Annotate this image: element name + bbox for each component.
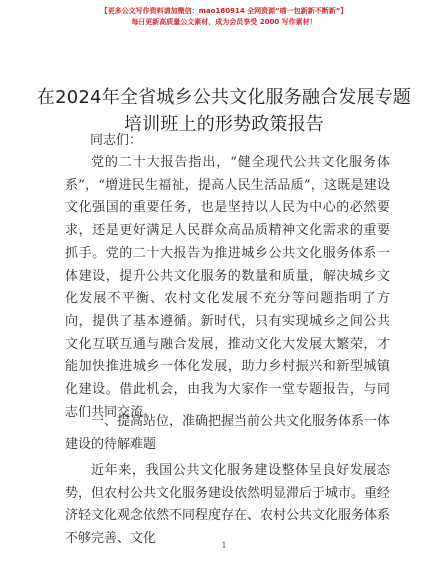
promo-banner-line-2: 每日更新高质量公文素材，成为会员享受 2000 写作素材！	[131, 18, 317, 26]
paragraph-2: 近年来，我国公共文化服务建设整体呈良好发展态势，但农村公共文化服务建设依然明显滞后于城市。重经济轻文化观念依然不同程度存在、农村公共文化服务体系不够完善、文化	[65, 463, 391, 547]
promo-banner	[0, 6, 448, 28]
section-heading-1: 一、提高站位，准确把握当前公共文化服务体系一体建设的待解难题	[65, 414, 391, 452]
page-number: 1	[221, 541, 227, 550]
document-title: 在2024年全省城乡公共文化服务融合发展专题培训班上的形势政策报告	[36, 87, 412, 135]
salutation: 同志们：	[90, 133, 143, 148]
paragraph-1: 党的二十大报告指出，“健全现代公共文化服务体系”，“增进民生福祉，提高人民生活品质”，这既是建设文化强国的重要任务，也是坚持以人民为中心的必然要求，还是更好满足人民群众高品质精神文化需求的重要抓手。党的二十大报告为推进城乡公共文化服务体系一体建设，提升公共文化服务的数量和质量，解决城乡文化发展不平衡、农村文化发展不充分等问题指明了方向，提供了基本遵循。新时代，只有实现城乡之间公共文化互联互通与融合发展，推动文化大发展大繁荣，才能加快推进城乡一体化发展，助力乡村振兴和新型城镇化建设。借此机会，由我为大家作一堂专题报告，与同志们共同交流。	[65, 155, 390, 420]
promo-banner-line-1: 【更多公文写作资料请加微信：mao180914 全网资源“喵一包新新不断新”】	[100, 7, 348, 15]
